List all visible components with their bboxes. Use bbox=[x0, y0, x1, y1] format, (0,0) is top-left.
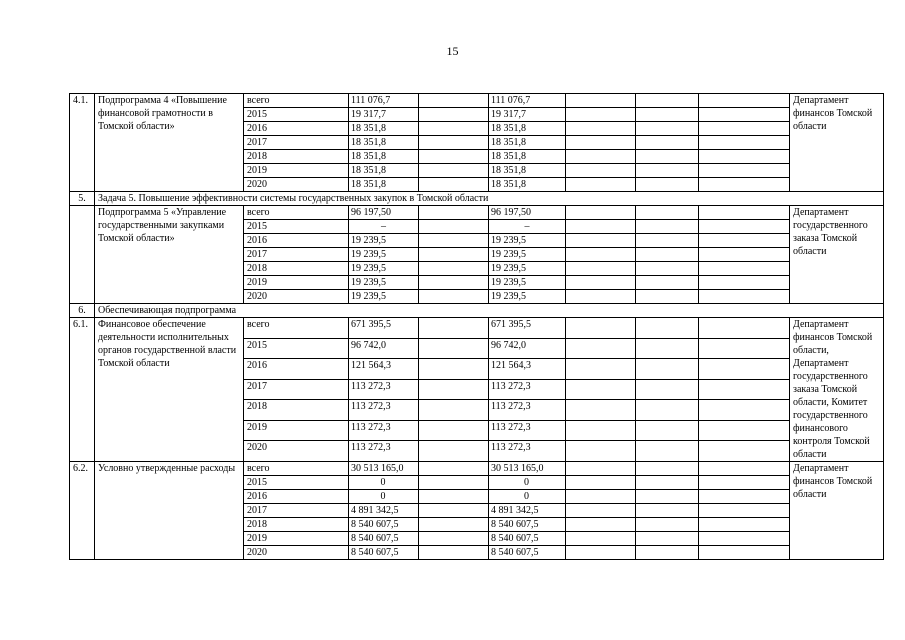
period-cell: всего bbox=[244, 462, 349, 476]
extrabudget-amount-cell bbox=[636, 178, 699, 192]
extrabudget-amount-cell bbox=[636, 220, 699, 234]
other-amount-cell bbox=[699, 94, 790, 108]
period-cell: 2020 bbox=[244, 441, 349, 462]
other-amount-cell bbox=[699, 108, 790, 122]
federal-amount-cell bbox=[419, 379, 489, 400]
regional-amount-cell: 18 351,8 bbox=[489, 136, 566, 150]
regional-amount-cell: 111 076,7 bbox=[489, 94, 566, 108]
total-amount-cell: 113 272,3 bbox=[349, 379, 419, 400]
regional-amount-cell: – bbox=[489, 220, 566, 234]
total-amount-cell: 113 272,3 bbox=[349, 420, 419, 441]
other-amount-cell bbox=[699, 359, 790, 380]
total-amount-cell: 96 197,50 bbox=[349, 206, 419, 220]
period-cell: 2020 bbox=[244, 290, 349, 304]
total-amount-cell: 19 239,5 bbox=[349, 248, 419, 262]
table-row bbox=[70, 462, 884, 476]
period-cell: всего bbox=[244, 94, 349, 108]
period-cell: 2017 bbox=[244, 379, 349, 400]
local-amount-cell bbox=[566, 420, 636, 441]
local-amount-cell bbox=[566, 262, 636, 276]
federal-amount-cell bbox=[419, 518, 489, 532]
total-amount-cell: 18 351,8 bbox=[349, 164, 419, 178]
federal-amount-cell bbox=[419, 220, 489, 234]
local-amount-cell bbox=[566, 234, 636, 248]
regional-amount-cell: 0 bbox=[489, 490, 566, 504]
extrabudget-amount-cell bbox=[636, 136, 699, 150]
local-amount-cell bbox=[566, 248, 636, 262]
period-cell: 2017 bbox=[244, 504, 349, 518]
federal-amount-cell bbox=[419, 94, 489, 108]
period-cell: 2015 bbox=[244, 220, 349, 234]
federal-amount-cell bbox=[419, 136, 489, 150]
other-amount-cell bbox=[699, 276, 790, 290]
federal-amount-cell bbox=[419, 490, 489, 504]
other-amount-cell bbox=[699, 262, 790, 276]
total-amount-cell: 4 891 342,5 bbox=[349, 504, 419, 518]
responsible-executor: Департамент финансов Томской области bbox=[790, 94, 884, 192]
local-amount-cell bbox=[566, 546, 636, 560]
local-amount-cell bbox=[566, 122, 636, 136]
other-amount-cell bbox=[699, 400, 790, 421]
total-amount-cell: – bbox=[349, 220, 419, 234]
period-cell: 2020 bbox=[244, 178, 349, 192]
regional-amount-cell: 30 513 165,0 bbox=[489, 462, 566, 476]
period-cell: 2015 bbox=[244, 108, 349, 122]
extrabudget-amount-cell bbox=[636, 532, 699, 546]
period-cell: всего bbox=[244, 206, 349, 220]
extrabudget-amount-cell bbox=[636, 338, 699, 359]
table-row bbox=[70, 94, 884, 108]
regional-amount-cell: 19 317,7 bbox=[489, 108, 566, 122]
extrabudget-amount-cell bbox=[636, 108, 699, 122]
other-amount-cell bbox=[699, 178, 790, 192]
extrabudget-amount-cell bbox=[636, 476, 699, 490]
federal-amount-cell bbox=[419, 441, 489, 462]
program-code bbox=[70, 206, 95, 304]
extrabudget-amount-cell bbox=[636, 504, 699, 518]
task-title: Задача 5. Повышение эффективности системы государственных закупок в Томской области bbox=[95, 192, 884, 206]
other-amount-cell bbox=[699, 462, 790, 476]
table-row bbox=[70, 206, 884, 220]
extrabudget-amount-cell bbox=[636, 122, 699, 136]
local-amount-cell bbox=[566, 108, 636, 122]
regional-amount-cell: 19 239,5 bbox=[489, 276, 566, 290]
federal-amount-cell bbox=[419, 476, 489, 490]
federal-amount-cell bbox=[419, 546, 489, 560]
local-amount-cell bbox=[566, 290, 636, 304]
budget-table bbox=[69, 93, 884, 560]
local-amount-cell bbox=[566, 178, 636, 192]
local-amount-cell bbox=[566, 504, 636, 518]
period-cell: 2020 bbox=[244, 546, 349, 560]
regional-amount-cell: 671 395,5 bbox=[489, 318, 566, 339]
regional-amount-cell: 113 272,3 bbox=[489, 420, 566, 441]
federal-amount-cell bbox=[419, 318, 489, 339]
extrabudget-amount-cell bbox=[636, 379, 699, 400]
total-amount-cell: 18 351,8 bbox=[349, 136, 419, 150]
regional-amount-cell: 18 351,8 bbox=[489, 150, 566, 164]
federal-amount-cell bbox=[419, 504, 489, 518]
regional-amount-cell: 19 239,5 bbox=[489, 290, 566, 304]
federal-amount-cell bbox=[419, 178, 489, 192]
extrabudget-amount-cell bbox=[636, 318, 699, 339]
regional-amount-cell: 8 540 607,5 bbox=[489, 518, 566, 532]
extrabudget-amount-cell bbox=[636, 262, 699, 276]
federal-amount-cell bbox=[419, 420, 489, 441]
other-amount-cell bbox=[699, 441, 790, 462]
period-cell: 2016 bbox=[244, 490, 349, 504]
other-amount-cell bbox=[699, 164, 790, 178]
program-name: Финансовое обеспечение деятельности исполнительных органов государственной власти Томской области bbox=[95, 318, 244, 462]
total-amount-cell: 19 239,5 bbox=[349, 290, 419, 304]
table-body bbox=[70, 94, 884, 560]
regional-amount-cell: 4 891 342,5 bbox=[489, 504, 566, 518]
responsible-executor: Департамент финансов Томской области, Департамент государственного заказа Томской области, Комитет государственного финансового контроля Томской области bbox=[790, 318, 884, 462]
other-amount-cell bbox=[699, 532, 790, 546]
local-amount-cell bbox=[566, 532, 636, 546]
other-amount-cell bbox=[699, 476, 790, 490]
extrabudget-amount-cell bbox=[636, 441, 699, 462]
local-amount-cell bbox=[566, 518, 636, 532]
task-header-row bbox=[70, 304, 884, 318]
local-amount-cell bbox=[566, 441, 636, 462]
total-amount-cell: 121 564,3 bbox=[349, 359, 419, 380]
local-amount-cell bbox=[566, 400, 636, 421]
program-code: 6.2. bbox=[70, 462, 95, 560]
local-amount-cell bbox=[566, 462, 636, 476]
federal-amount-cell bbox=[419, 122, 489, 136]
federal-amount-cell bbox=[419, 359, 489, 380]
total-amount-cell: 19 239,5 bbox=[349, 262, 419, 276]
total-amount-cell: 18 351,8 bbox=[349, 178, 419, 192]
extrabudget-amount-cell bbox=[636, 290, 699, 304]
period-cell: 2019 bbox=[244, 276, 349, 290]
local-amount-cell bbox=[566, 490, 636, 504]
period-cell: всего bbox=[244, 318, 349, 339]
total-amount-cell: 113 272,3 bbox=[349, 441, 419, 462]
regional-amount-cell: 19 239,5 bbox=[489, 234, 566, 248]
other-amount-cell bbox=[699, 122, 790, 136]
other-amount-cell bbox=[699, 490, 790, 504]
table-row bbox=[70, 318, 884, 339]
extrabudget-amount-cell bbox=[636, 206, 699, 220]
local-amount-cell bbox=[566, 476, 636, 490]
federal-amount-cell bbox=[419, 234, 489, 248]
period-cell: 2018 bbox=[244, 518, 349, 532]
federal-amount-cell bbox=[419, 400, 489, 421]
total-amount-cell: 30 513 165,0 bbox=[349, 462, 419, 476]
local-amount-cell bbox=[566, 164, 636, 178]
regional-amount-cell: 96 742,0 bbox=[489, 338, 566, 359]
responsible-executor: Департамент государственного заказа Томской области bbox=[790, 206, 884, 304]
total-amount-cell: 19 239,5 bbox=[349, 276, 419, 290]
total-amount-cell: 19 317,7 bbox=[349, 108, 419, 122]
extrabudget-amount-cell bbox=[636, 490, 699, 504]
regional-amount-cell: 113 272,3 bbox=[489, 400, 566, 421]
local-amount-cell bbox=[566, 206, 636, 220]
total-amount-cell: 19 239,5 bbox=[349, 234, 419, 248]
total-amount-cell: 0 bbox=[349, 476, 419, 490]
extrabudget-amount-cell bbox=[636, 164, 699, 178]
other-amount-cell bbox=[699, 338, 790, 359]
extrabudget-amount-cell bbox=[636, 546, 699, 560]
program-code: 4.1. bbox=[70, 94, 95, 192]
task-header-row bbox=[70, 192, 884, 206]
local-amount-cell bbox=[566, 220, 636, 234]
regional-amount-cell: 19 239,5 bbox=[489, 248, 566, 262]
other-amount-cell bbox=[699, 220, 790, 234]
regional-amount-cell: 96 197,50 bbox=[489, 206, 566, 220]
total-amount-cell: 96 742,0 bbox=[349, 338, 419, 359]
regional-amount-cell: 113 272,3 bbox=[489, 441, 566, 462]
extrabudget-amount-cell bbox=[636, 276, 699, 290]
row-code: 5. bbox=[70, 192, 95, 206]
regional-amount-cell: 121 564,3 bbox=[489, 359, 566, 380]
period-cell: 2015 bbox=[244, 338, 349, 359]
federal-amount-cell bbox=[419, 262, 489, 276]
period-cell: 2019 bbox=[244, 420, 349, 441]
task-title: Обеспечивающая подпрограмма bbox=[95, 304, 884, 318]
federal-amount-cell bbox=[419, 290, 489, 304]
regional-amount-cell: 0 bbox=[489, 476, 566, 490]
federal-amount-cell bbox=[419, 462, 489, 476]
extrabudget-amount-cell bbox=[636, 234, 699, 248]
federal-amount-cell bbox=[419, 338, 489, 359]
responsible-executor: Департамент финансов Томской области bbox=[790, 462, 884, 560]
local-amount-cell bbox=[566, 94, 636, 108]
local-amount-cell bbox=[566, 338, 636, 359]
total-amount-cell: 8 540 607,5 bbox=[349, 532, 419, 546]
total-amount-cell: 18 351,8 bbox=[349, 150, 419, 164]
program-code: 6.1. bbox=[70, 318, 95, 462]
period-cell: 2018 bbox=[244, 150, 349, 164]
other-amount-cell bbox=[699, 290, 790, 304]
local-amount-cell bbox=[566, 276, 636, 290]
program-name: Подпрограмма 4 «Повышение финансовой грамотности в Томской области» bbox=[95, 94, 244, 192]
other-amount-cell bbox=[699, 546, 790, 560]
row-code: 6. bbox=[70, 304, 95, 318]
other-amount-cell bbox=[699, 234, 790, 248]
extrabudget-amount-cell bbox=[636, 150, 699, 164]
federal-amount-cell bbox=[419, 532, 489, 546]
regional-amount-cell: 18 351,8 bbox=[489, 122, 566, 136]
federal-amount-cell bbox=[419, 248, 489, 262]
period-cell: 2019 bbox=[244, 532, 349, 546]
regional-amount-cell: 18 351,8 bbox=[489, 164, 566, 178]
program-name: Условно утвержденные расходы bbox=[95, 462, 244, 560]
regional-amount-cell: 113 272,3 bbox=[489, 379, 566, 400]
federal-amount-cell bbox=[419, 206, 489, 220]
other-amount-cell bbox=[699, 150, 790, 164]
period-cell: 2018 bbox=[244, 262, 349, 276]
local-amount-cell bbox=[566, 379, 636, 400]
total-amount-cell: 18 351,8 bbox=[349, 122, 419, 136]
extrabudget-amount-cell bbox=[636, 462, 699, 476]
local-amount-cell bbox=[566, 359, 636, 380]
period-cell: 2019 bbox=[244, 164, 349, 178]
extrabudget-amount-cell bbox=[636, 518, 699, 532]
federal-amount-cell bbox=[419, 150, 489, 164]
other-amount-cell bbox=[699, 136, 790, 150]
extrabudget-amount-cell bbox=[636, 94, 699, 108]
extrabudget-amount-cell bbox=[636, 359, 699, 380]
total-amount-cell: 8 540 607,5 bbox=[349, 546, 419, 560]
total-amount-cell: 0 bbox=[349, 490, 419, 504]
extrabudget-amount-cell bbox=[636, 400, 699, 421]
period-cell: 2016 bbox=[244, 122, 349, 136]
regional-amount-cell: 8 540 607,5 bbox=[489, 546, 566, 560]
period-cell: 2016 bbox=[244, 234, 349, 248]
period-cell: 2016 bbox=[244, 359, 349, 380]
regional-amount-cell: 19 239,5 bbox=[489, 262, 566, 276]
federal-amount-cell bbox=[419, 108, 489, 122]
period-cell: 2018 bbox=[244, 400, 349, 421]
other-amount-cell bbox=[699, 379, 790, 400]
extrabudget-amount-cell bbox=[636, 248, 699, 262]
total-amount-cell: 8 540 607,5 bbox=[349, 518, 419, 532]
other-amount-cell bbox=[699, 518, 790, 532]
other-amount-cell bbox=[699, 420, 790, 441]
local-amount-cell bbox=[566, 150, 636, 164]
total-amount-cell: 113 272,3 bbox=[349, 400, 419, 421]
total-amount-cell: 111 076,7 bbox=[349, 94, 419, 108]
other-amount-cell bbox=[699, 206, 790, 220]
period-cell: 2017 bbox=[244, 248, 349, 262]
federal-amount-cell bbox=[419, 164, 489, 178]
program-name: Подпрограмма 5 «Управление государственными закупками Томской области» bbox=[95, 206, 244, 304]
extrabudget-amount-cell bbox=[636, 420, 699, 441]
other-amount-cell bbox=[699, 504, 790, 518]
period-cell: 2015 bbox=[244, 476, 349, 490]
local-amount-cell bbox=[566, 318, 636, 339]
other-amount-cell bbox=[699, 318, 790, 339]
regional-amount-cell: 8 540 607,5 bbox=[489, 532, 566, 546]
regional-amount-cell: 18 351,8 bbox=[489, 178, 566, 192]
period-cell: 2017 bbox=[244, 136, 349, 150]
local-amount-cell bbox=[566, 136, 636, 150]
page-number: 15 bbox=[446, 44, 459, 58]
total-amount-cell: 671 395,5 bbox=[349, 318, 419, 339]
federal-amount-cell bbox=[419, 276, 489, 290]
other-amount-cell bbox=[699, 248, 790, 262]
